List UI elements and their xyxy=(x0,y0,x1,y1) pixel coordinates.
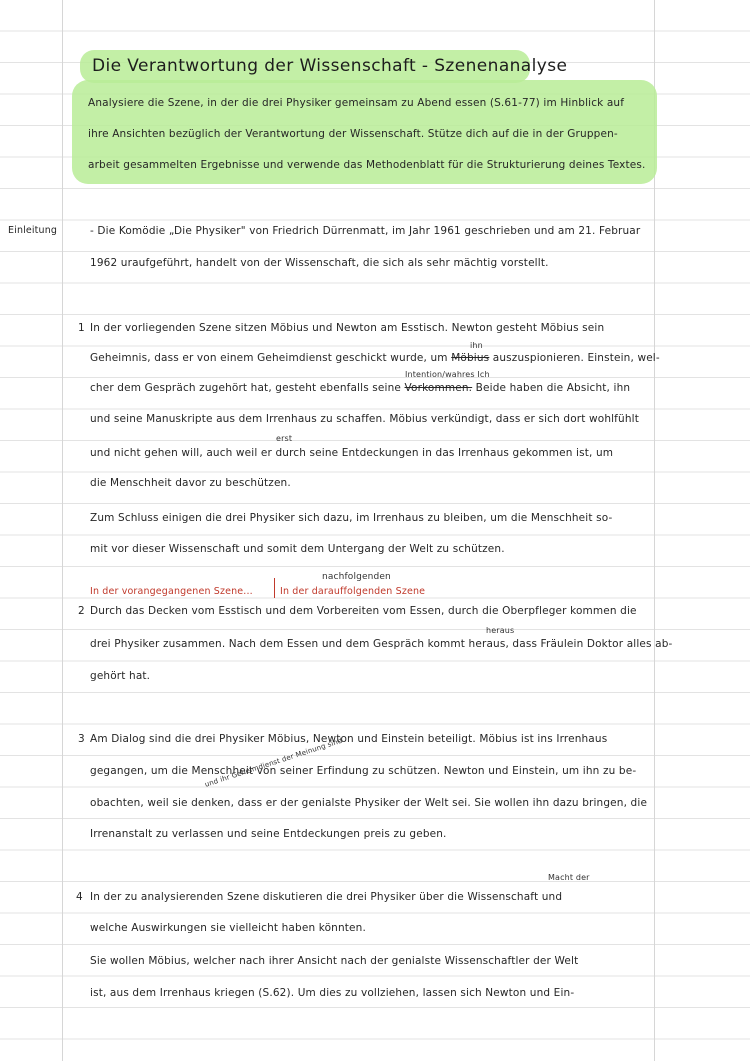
p1-insert-intention: Intention/wahres Ich xyxy=(405,370,490,379)
p2-line-3: gehört hat. xyxy=(90,670,151,682)
p1-line-5: und nicht gehen will, auch weil er durch seine Entdeckungen in das Irrenhaus gekommen ist, um xyxy=(90,447,614,459)
p3-line-3: obachten, weil sie denken, dass er der genialste Physiker der Welt sei. Sie wollen ihn dazu bringen, die xyxy=(90,797,648,809)
p1-line-1: In der vorliegenden Szene sitzen Möbius und Newton am Esstisch. Newton gesteht Möbius sein xyxy=(90,322,605,334)
p1-insert-erst: erst xyxy=(276,434,293,443)
correction-left: In der vorangegangenen Szene... xyxy=(90,586,253,597)
p3-line-1: Am Dialog sind die drei Physiker Möbius, Newton und Einstein beteiligt. Möbius ist ins Irrenhaus xyxy=(90,733,608,745)
paragraph-number-2: 2 xyxy=(78,605,85,617)
p4-line-2: welche Auswirkungen sie vielleicht haben könnten. xyxy=(90,922,366,934)
p1-line-8: mit vor dieser Wissenschaft und somit dem Untergang der Welt zu schützen. xyxy=(90,543,505,555)
task-line-2: ihre Ansichten bezüglich der Verantwortung der Wissenschaft. Stütze dich auf die in der Gruppen- xyxy=(88,128,618,140)
paragraph-number-1: 1 xyxy=(78,322,85,334)
p1-insert-ihn: ihn xyxy=(470,341,483,350)
p1-line-2b: auszuspionieren. Einstein, wel- xyxy=(492,352,660,364)
p3-insert-meinung: und ihr Geheimdienst der Meinung sind xyxy=(203,736,344,789)
p1-line-3b: Beide haben die Absicht, ihn xyxy=(475,382,631,394)
p4-line-4: ist, aus dem Irrenhaus kriegen (S.62). Um dies zu vollziehen, lassen sich Newton und Ein- xyxy=(90,987,575,999)
p1-struck-word-2: Vorkommen. xyxy=(404,382,473,394)
p2-line-1: Durch das Decken vom Esstisch und dem Vorbereiten vom Essen, durch die Oberpfleger kommen die xyxy=(90,605,637,617)
correction-insert: nachfolgenden xyxy=(322,572,391,582)
p2-insert-heraus: heraus xyxy=(486,626,515,635)
left-margin-line xyxy=(62,0,63,1061)
p1-struck-word-1: Möbius xyxy=(451,352,490,364)
correction-right: In der darauffolgenden Szene xyxy=(280,586,426,597)
paragraph-number-4: 4 xyxy=(76,891,83,903)
p4-insert-macht: Macht der xyxy=(548,873,590,882)
p3-line-2: gegangen, um die Menschheit von seiner Erfindung zu schützen. Newton und Einstein, um ihn zu be- xyxy=(90,765,637,777)
p1-line-3 xyxy=(90,382,630,394)
task-line-1: Analysiere die Szene, in der die drei Physiker gemeinsam zu Abend essen (S.61-77) im Hinblick auf xyxy=(88,97,625,109)
intro-line-2: 1962 uraufgeführt, handelt von der Wissenschaft, die sich als sehr mächtig vorstellt. xyxy=(90,257,549,269)
paragraph-number-3: 3 xyxy=(78,733,85,745)
p2-line-2: drei Physiker zusammen. Nach dem Essen und dem Gespräch kommt heraus, dass Fräulein Doktor alles ab- xyxy=(90,638,673,650)
page-title: Die Verantwortung der Wissenschaft - Szenenanalyse xyxy=(92,56,568,76)
correction-divider xyxy=(274,578,275,598)
p4-line-1: In der zu analysierenden Szene diskutieren die drei Physiker über die Wissenschaft und xyxy=(90,891,563,903)
intro-label: Einleitung xyxy=(8,225,58,236)
p1-line-4: und seine Manuskripte aus dem Irrenhaus zu schaffen. Möbius verkündigt, dass er sich dort wohlfühlt xyxy=(90,413,639,425)
task-line-3: arbeit gesammelten Ergebnisse und verwende das Methodenblatt für die Strukturierung deines Textes. xyxy=(88,159,646,171)
intro-line-1: - Die Komödie „Die Physiker" von Friedrich Dürrenmatt, im Jahr 1961 geschrieben und am 21. Februar xyxy=(90,225,641,237)
p4-line-3: Sie wollen Möbius, welcher nach ihrer Ansicht nach der genialste Wissenschaftler der Welt xyxy=(90,955,579,967)
p1-line-6: die Menschheit davor zu beschützen. xyxy=(90,477,291,489)
p1-line-7: Zum Schluss einigen die drei Physiker sich dazu, im Irrenhaus zu bleiben, um die Menschheit so- xyxy=(90,512,613,524)
p3-line-4: Irrenanstalt zu verlassen und seine Entdeckungen preis zu geben. xyxy=(90,828,447,840)
p1-line-2 xyxy=(90,352,660,364)
p1-line-2a: Geheimnis, dass er von einem Geheimdienst geschickt wurde, um xyxy=(90,352,448,364)
p1-line-3a: cher dem Gespräch zugehört hat, gesteht ebenfalls seine xyxy=(90,382,402,394)
